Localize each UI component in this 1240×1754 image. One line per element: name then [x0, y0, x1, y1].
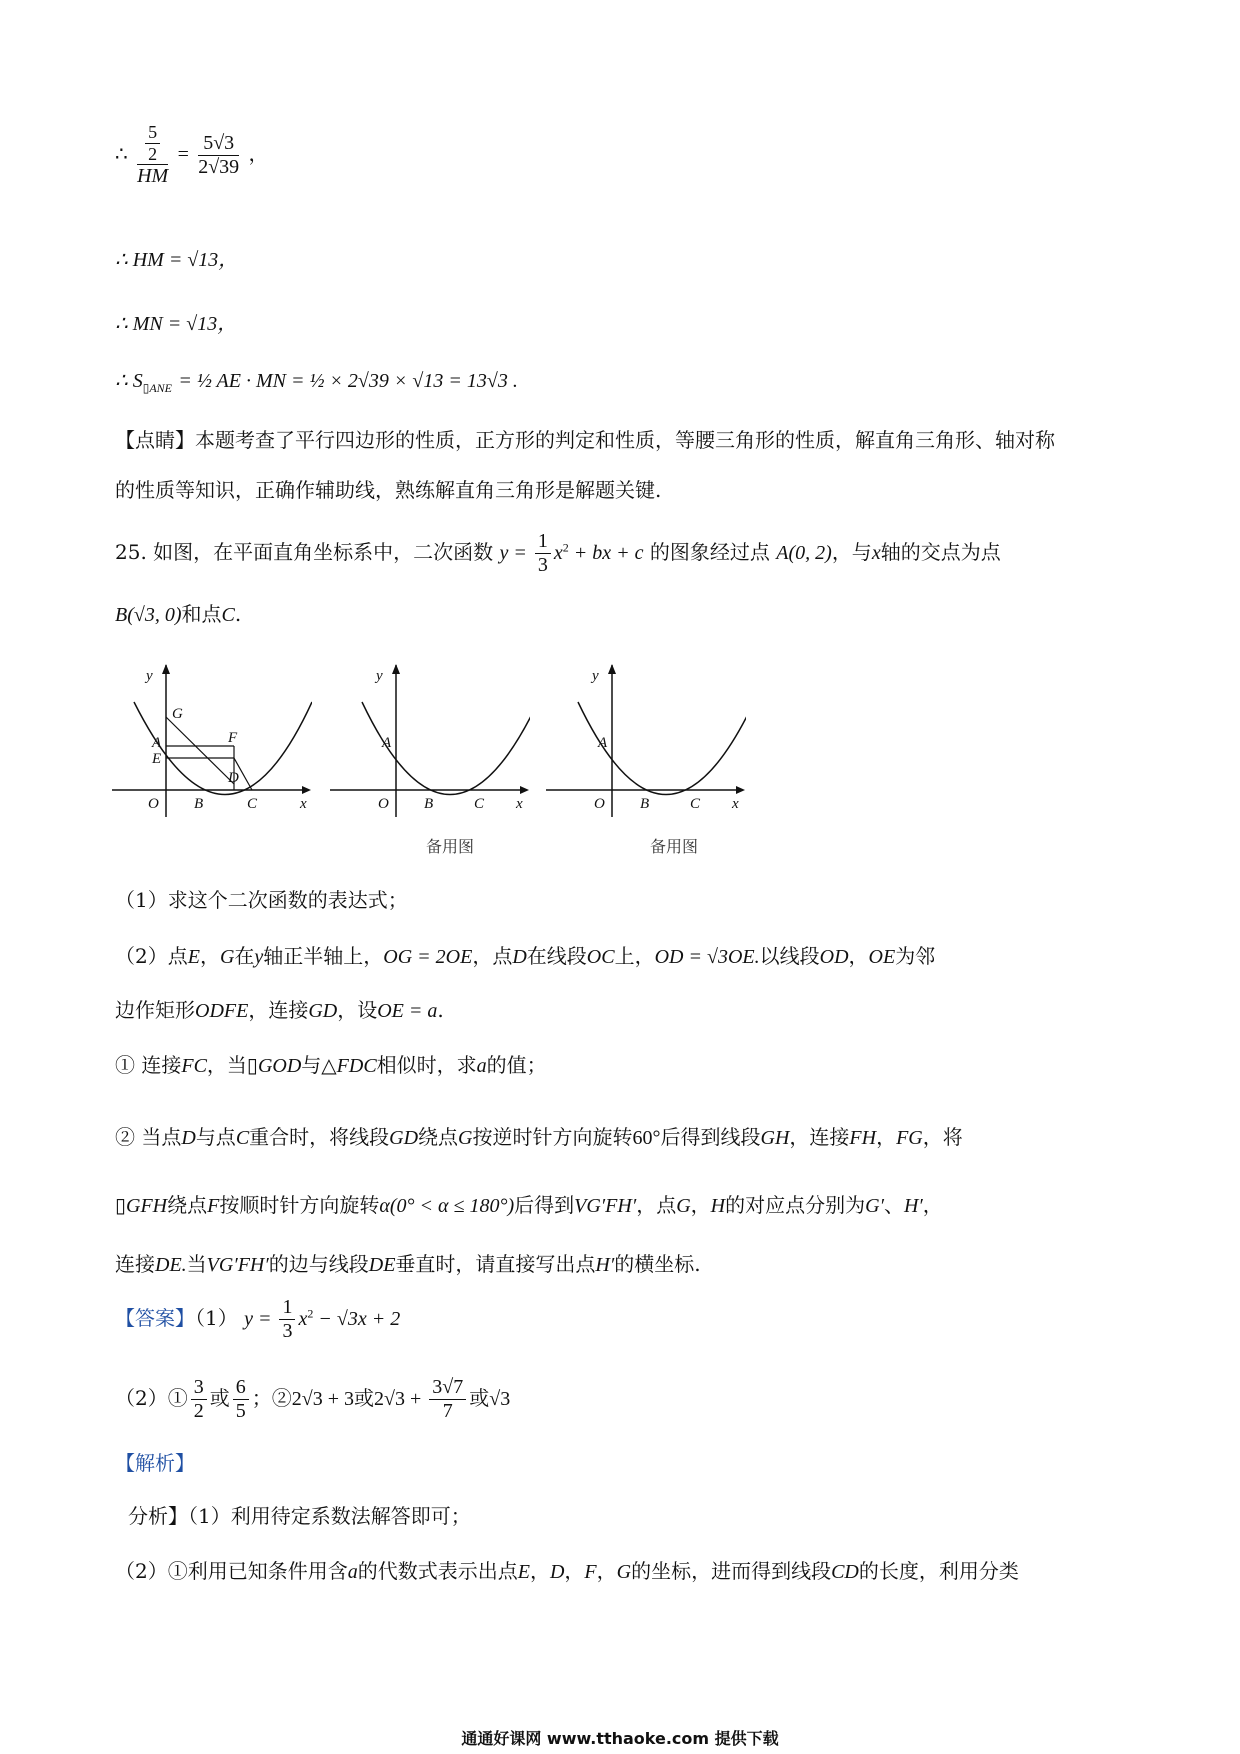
therefore-symbol: ∴ [115, 141, 128, 166]
fraction-five-halves: $\frac{5}{2}$ [145, 122, 160, 164]
label-y: y [146, 668, 153, 684]
svg-text:C: C [690, 796, 701, 812]
label-c: C [247, 796, 258, 812]
problem-intro-1: 25. 如图，在平面直角坐标系中，二次函数 y = $\frac{1}{3}$ $x^2$ + bx + c 的图象经过点 A(0, 2)，与x轴的交点为点 [115, 530, 1001, 576]
label-x: x [300, 796, 307, 812]
equation-area: ∴ $S_{▯ANE}$ = ½ AE · MN = ½ × 2√39 × √13 = 13√3 . [115, 370, 518, 395]
figure-alt-1 [330, 662, 530, 822]
dianjing-line-2: 的性质等知识，正确作辅助线，熟练解直角三角形是解题关键. [115, 478, 662, 502]
svg-text:A: A [598, 735, 608, 751]
subquestion-2-line-2: ▯GFH绕点F按顺时针方向旋转α(0° < α ≤ 180°)后得到VG′FH′，点G，H的对应点分别为G′、H′， [115, 1193, 943, 1217]
subquestion-2-line-3: 连接DE.当VG′FH′的边与线段DE垂直时，请直接写出点H′的横坐标. [115, 1252, 701, 1276]
label-g: G [172, 706, 183, 722]
svg-text:y: y [592, 668, 599, 684]
question-2-line-1: （2）点E，G在y轴正半轴上，OG = 2OE，点D在线段OC上，OD = √3OE.以线段OD，OE为邻 [115, 944, 936, 968]
label-b: B [194, 796, 204, 812]
question-1: （1）求这个二次函数的表达式； [115, 888, 408, 912]
equation-ratio: ∴ $\frac{\frac{5}{2}}{HM}$ = $\frac{5√3}{2√39}$ ， [115, 122, 269, 188]
problem-intro-2: B(√3, 0)和点C. [115, 602, 242, 626]
subquestion-1: ① 连接FC，当▯GOD与△FDC相似时，求a的值； [115, 1053, 547, 1077]
svg-text:x: x [516, 796, 523, 812]
figure-main [112, 662, 312, 822]
label-e: E [152, 751, 162, 767]
analysis-1: 分析】（1）利用待定系数法解答即可； [128, 1504, 471, 1528]
label-f: F [228, 730, 238, 746]
label-o: O [148, 796, 159, 812]
figure-alt-2 [546, 662, 746, 822]
equation-hm: ∴ HM = √13， [115, 249, 239, 271]
svg-text:B: B [640, 796, 650, 812]
svg-text:x: x [732, 796, 739, 812]
answer-tag: 【答案】 [115, 1306, 195, 1330]
caption-alt-1: 备用图 [426, 837, 475, 856]
analysis-2: （2）①利用已知条件用含a的代数式表示出点E，D，F，G的坐标，进而得到线段CD的长度，利用分类 [115, 1559, 1019, 1583]
fraction-rhs: $\frac{5√3}{2√39}$ [198, 131, 240, 178]
fraction-lhs: $\frac{\frac{5}{2}}{HM}$ [137, 122, 169, 188]
svg-text:C: C [474, 796, 485, 812]
label-d: D [228, 770, 239, 786]
label-a: A [152, 735, 162, 751]
svg-text:O: O [378, 796, 389, 812]
svg-text:O: O [594, 796, 605, 812]
dianjing-tag: 【点睛】 [115, 428, 195, 452]
svg-text:A: A [382, 735, 392, 751]
answer-2: （2）① $\frac{3}{2}$ 或 $\frac{6}{5}$ ；②2√3 + 3或2√3 + $\frac{3√7}{7}$ 或√3 [115, 1376, 511, 1422]
question-2-line-2: 边作矩形ODFE，连接GD，设OE = a. [115, 998, 444, 1022]
svg-text:B: B [424, 796, 434, 812]
answer-1: 【答案】（1） y = $\frac{1}{3}$ $x^2 - √3x + 2$ [115, 1296, 401, 1342]
page-footer: 通通好课网 www.tthaoke.com 提供下载 [461, 1729, 779, 1748]
caption-alt-2: 备用图 [650, 837, 699, 856]
dianjing-line-1: 【点睛】本题考查了平行四边形的性质，正方形的判定和性质，等腰三角形的性质，解直角三角形、轴对称 [115, 428, 1055, 452]
jiexi-tag: 【解析】 [115, 1451, 195, 1475]
subquestion-2-line-1: ② 当点D与点C重合时，将线段GD绕点G按逆时针方向旋转60°后得到线段GH，连接FH，FG，将 [115, 1125, 963, 1149]
svg-text:y: y [376, 668, 383, 684]
equation-mn: ∴ MN = √13， [115, 313, 238, 335]
